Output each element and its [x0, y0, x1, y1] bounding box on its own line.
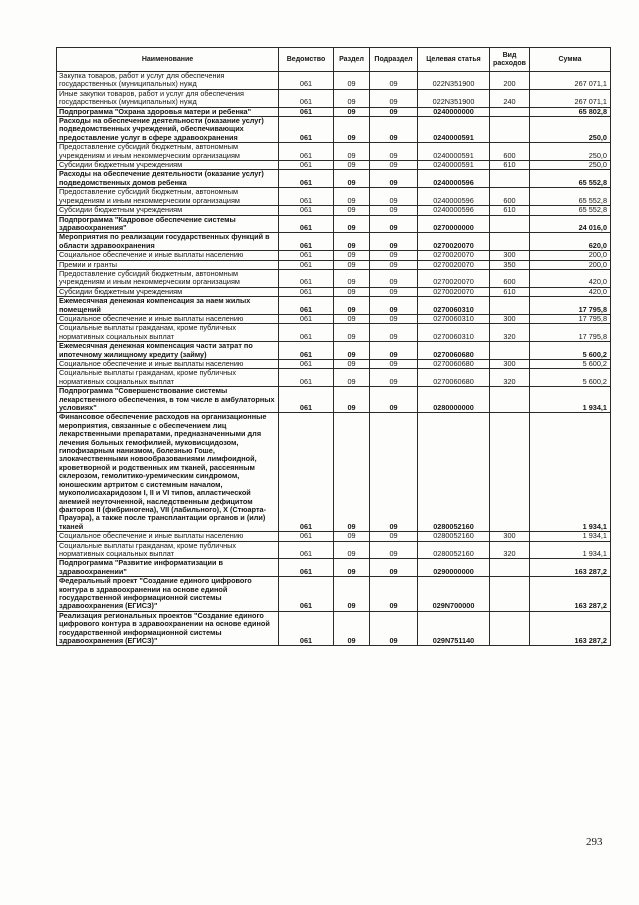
cell-name: Федеральный проект "Создание единого цифрового контура в здравоохранении на основе единой государственной информационной системы здравоохранения (ЕГИСЗ)" [57, 577, 279, 612]
cell-name: Подпрограмма "Кадровое обеспечение системы здравоохранения" [57, 215, 279, 233]
cell-celevaya: 0280052160 [418, 532, 490, 541]
cell-summa: 267 071,1 [530, 72, 611, 90]
cell-razdel: 09 [334, 215, 370, 233]
cell-celevaya: 0270020070 [418, 233, 490, 251]
cell-celevaya: 0270020070 [418, 251, 490, 260]
table-row [57, 117, 611, 143]
cell-summa: 250,0 [530, 161, 611, 170]
cell-ved: 061 [279, 287, 334, 296]
header-ved: Ведомство [279, 48, 334, 72]
header-razdel: Раздел [334, 48, 370, 72]
cell-name: Мероприятия по реализации государственных функций в области здравоохранения [57, 233, 279, 251]
cell-summa: 267 071,1 [530, 89, 611, 107]
table-row [57, 251, 611, 260]
cell-razdel: 09 [334, 107, 370, 116]
cell-razdel: 09 [334, 324, 370, 342]
cell-vid [490, 342, 530, 360]
cell-razdel: 09 [334, 611, 370, 646]
header-name: Наименование [57, 48, 279, 72]
cell-celevaya: 0270060680 [418, 360, 490, 369]
cell-celevaya: 0270000000 [418, 215, 490, 233]
cell-vid: 300 [490, 360, 530, 369]
cell-razdel: 09 [334, 233, 370, 251]
cell-ved: 061 [279, 369, 334, 387]
cell-name: Иные закупки товаров, работ и услуг для обеспечения государственных (муниципальных) нужд [57, 89, 279, 107]
table-row [57, 260, 611, 269]
cell-razdel: 09 [334, 342, 370, 360]
cell-celevaya: 029N700000 [418, 577, 490, 612]
cell-podrazdel: 09 [370, 206, 418, 215]
cell-vid [490, 387, 530, 413]
cell-vid: 300 [490, 251, 530, 260]
cell-celevaya: 0240000000 [418, 107, 490, 116]
cell-podrazdel: 09 [370, 314, 418, 323]
cell-ved: 061 [279, 387, 334, 413]
cell-vid [490, 297, 530, 315]
table-row [57, 297, 611, 315]
cell-celevaya: 0270020070 [418, 287, 490, 296]
cell-ved: 061 [279, 611, 334, 646]
cell-summa: 163 287,2 [530, 559, 611, 577]
cell-name: Закупка товаров, работ и услуг для обеспечения государственных (муниципальных) нужд [57, 72, 279, 90]
cell-ved: 061 [279, 233, 334, 251]
cell-podrazdel: 09 [370, 577, 418, 612]
table-row [57, 143, 611, 161]
table-body [57, 72, 611, 646]
cell-vid: 600 [490, 269, 530, 287]
cell-vid: 610 [490, 161, 530, 170]
cell-podrazdel: 09 [370, 559, 418, 577]
cell-ved: 061 [279, 260, 334, 269]
cell-razdel: 09 [334, 188, 370, 206]
table-row [57, 559, 611, 577]
cell-celevaya: 0270060310 [418, 314, 490, 323]
cell-razdel: 09 [334, 541, 370, 559]
cell-celevaya: 029N751140 [418, 611, 490, 646]
cell-razdel: 09 [334, 161, 370, 170]
table-row [57, 161, 611, 170]
cell-podrazdel: 09 [370, 360, 418, 369]
cell-razdel: 09 [334, 117, 370, 143]
cell-razdel: 09 [334, 89, 370, 107]
cell-name: Расходы на обеспечение деятельности (оказание услуг) подведомственных учреждений, обеспечивающих предоставление услуг в сфере здравоохранения [57, 117, 279, 143]
cell-ved: 061 [279, 89, 334, 107]
cell-podrazdel: 09 [370, 143, 418, 161]
cell-vid: 600 [490, 188, 530, 206]
cell-name: Премии и гранты [57, 260, 279, 269]
cell-podrazdel: 09 [370, 161, 418, 170]
cell-summa: 5 600,2 [530, 342, 611, 360]
cell-summa: 5 600,2 [530, 360, 611, 369]
cell-ved: 061 [279, 161, 334, 170]
header-podrazdel: Подраздел [370, 48, 418, 72]
cell-name: Предоставление субсидий бюджетным, автономным учреждениям и иным некоммерческим организациям [57, 269, 279, 287]
table-row [57, 413, 611, 532]
cell-name: Субсидии бюджетным учреждениям [57, 287, 279, 296]
cell-vid [490, 611, 530, 646]
cell-razdel: 09 [334, 369, 370, 387]
cell-celevaya: 0240000596 [418, 188, 490, 206]
table-row [57, 369, 611, 387]
cell-ved: 061 [279, 170, 334, 188]
table-row [57, 269, 611, 287]
cell-vid [490, 577, 530, 612]
cell-vid [490, 170, 530, 188]
cell-podrazdel: 09 [370, 287, 418, 296]
cell-razdel: 09 [334, 413, 370, 532]
header-vid: Вид расходов [490, 48, 530, 72]
cell-podrazdel: 09 [370, 387, 418, 413]
cell-vid: 300 [490, 314, 530, 323]
cell-name: Финансовое обеспечение расходов на организационные мероприятия, связанные с обеспечением лиц лекарственными препаратами, предназначенными для лечения больных гемофилией, муковисцидозом, гипофизарным нанизмом, болезнью Гоше, злокачественными новообразованиями лимфоидной, кроветворной и родственных им тканей, рассеянным склерозом, гемолитико-уремическим синдромом, юношеским артритом с системным началом, мукополисахаридозом I, II и VI типов, апластической анемией неуточненной, наследственным дефицитом факторов II (фибриногена), VII (лабильного), X (Стюарта-Прауэра), а также после трансплантации органов и (или) тканей [57, 413, 279, 532]
cell-celevaya: 0240000591 [418, 143, 490, 161]
cell-vid: 300 [490, 532, 530, 541]
cell-razdel: 09 [334, 269, 370, 287]
table-row [57, 206, 611, 215]
cell-ved: 061 [279, 541, 334, 559]
cell-name: Расходы на обеспечение деятельности (оказание услуг) подведомственных домов ребенка [57, 170, 279, 188]
header-celevaya: Целевая статья [418, 48, 490, 72]
cell-vid: 240 [490, 89, 530, 107]
cell-ved: 061 [279, 72, 334, 90]
cell-vid [490, 117, 530, 143]
cell-summa: 250,0 [530, 117, 611, 143]
table-row [57, 188, 611, 206]
cell-ved: 061 [279, 559, 334, 577]
cell-summa: 1 934,1 [530, 532, 611, 541]
cell-podrazdel: 09 [370, 324, 418, 342]
cell-vid: 200 [490, 72, 530, 90]
cell-name: Предоставление субсидий бюджетным, автономным учреждениям и иным некоммерческим организациям [57, 143, 279, 161]
cell-vid [490, 559, 530, 577]
cell-ved: 061 [279, 532, 334, 541]
cell-summa: 200,0 [530, 251, 611, 260]
cell-summa: 620,0 [530, 233, 611, 251]
cell-razdel: 09 [334, 170, 370, 188]
cell-name: Социальные выплаты гражданам, кроме публичных нормативных социальных выплат [57, 369, 279, 387]
cell-podrazdel: 09 [370, 532, 418, 541]
cell-ved: 061 [279, 324, 334, 342]
page-number: 293 [586, 836, 603, 848]
cell-ved: 061 [279, 215, 334, 233]
table-row [57, 107, 611, 116]
cell-vid [490, 215, 530, 233]
table-row [57, 287, 611, 296]
cell-razdel: 09 [334, 532, 370, 541]
cell-name: Социальное обеспечение и иные выплаты населению [57, 251, 279, 260]
cell-podrazdel: 09 [370, 297, 418, 315]
cell-ved: 061 [279, 577, 334, 612]
cell-celevaya: 0280052160 [418, 541, 490, 559]
cell-razdel: 09 [334, 260, 370, 269]
cell-podrazdel: 09 [370, 260, 418, 269]
cell-razdel: 09 [334, 559, 370, 577]
cell-ved: 061 [279, 188, 334, 206]
cell-vid: 610 [490, 287, 530, 296]
cell-podrazdel: 09 [370, 72, 418, 90]
cell-celevaya: 0280000000 [418, 387, 490, 413]
table-row [57, 72, 611, 90]
cell-celevaya: 0270060680 [418, 342, 490, 360]
cell-summa: 65 552,8 [530, 170, 611, 188]
cell-name: Социальные выплаты гражданам, кроме публичных нормативных социальных выплат [57, 541, 279, 559]
cell-razdel: 09 [334, 360, 370, 369]
cell-podrazdel: 09 [370, 369, 418, 387]
table-row [57, 215, 611, 233]
cell-name: Ежемесячная денежная компенсация за наем жилых помещений [57, 297, 279, 315]
table-row [57, 387, 611, 413]
cell-name: Социальное обеспечение и иные выплаты населению [57, 314, 279, 323]
cell-razdel: 09 [334, 251, 370, 260]
cell-celevaya: 0270020070 [418, 269, 490, 287]
cell-celevaya: 0280052160 [418, 413, 490, 532]
cell-razdel: 09 [334, 143, 370, 161]
table-row [57, 324, 611, 342]
cell-name: Социальное обеспечение и иные выплаты населению [57, 532, 279, 541]
cell-vid: 350 [490, 260, 530, 269]
cell-summa: 420,0 [530, 269, 611, 287]
cell-podrazdel: 09 [370, 342, 418, 360]
cell-razdel: 09 [334, 206, 370, 215]
cell-vid: 610 [490, 206, 530, 215]
cell-celevaya: 0240000591 [418, 117, 490, 143]
cell-name: Ежемесячная денежная компенсация части затрат по ипотечному жилищному кредиту (займу) [57, 342, 279, 360]
cell-vid [490, 107, 530, 116]
cell-summa: 163 287,2 [530, 611, 611, 646]
cell-podrazdel: 09 [370, 233, 418, 251]
table-header-row [57, 48, 611, 72]
table-row [57, 170, 611, 188]
cell-name: Подпрограмма "Охрана здоровья матери и ребенка" [57, 107, 279, 116]
cell-celevaya: 022N351900 [418, 89, 490, 107]
cell-podrazdel: 09 [370, 251, 418, 260]
cell-summa: 17 795,8 [530, 314, 611, 323]
cell-celevaya: 0240000596 [418, 170, 490, 188]
cell-name: Социальное обеспечение и иные выплаты населению [57, 360, 279, 369]
cell-vid: 320 [490, 324, 530, 342]
cell-vid: 320 [490, 369, 530, 387]
cell-celevaya: 0270060680 [418, 369, 490, 387]
cell-ved: 061 [279, 413, 334, 532]
cell-vid: 600 [490, 143, 530, 161]
cell-podrazdel: 09 [370, 541, 418, 559]
cell-celevaya: 0270060310 [418, 297, 490, 315]
cell-podrazdel: 09 [370, 89, 418, 107]
cell-podrazdel: 09 [370, 413, 418, 532]
cell-celevaya: 0290000000 [418, 559, 490, 577]
cell-summa: 1 934,1 [530, 413, 611, 532]
cell-summa: 1 934,1 [530, 387, 611, 413]
cell-celevaya: 0240000596 [418, 206, 490, 215]
table-row [57, 360, 611, 369]
table-row [57, 342, 611, 360]
cell-celevaya: 022N351900 [418, 72, 490, 90]
cell-summa: 17 795,8 [530, 297, 611, 315]
cell-summa: 65 802,8 [530, 107, 611, 116]
cell-vid [490, 233, 530, 251]
cell-summa: 1 934,1 [530, 541, 611, 559]
table-row [57, 89, 611, 107]
cell-ved: 061 [279, 342, 334, 360]
cell-razdel: 09 [334, 287, 370, 296]
cell-name: Предоставление субсидий бюджетным, автономным учреждениям и иным некоммерческим организациям [57, 188, 279, 206]
cell-podrazdel: 09 [370, 188, 418, 206]
cell-summa: 5 600,2 [530, 369, 611, 387]
table-row [57, 233, 611, 251]
table-row [57, 314, 611, 323]
cell-ved: 061 [279, 269, 334, 287]
cell-name: Субсидии бюджетным учреждениям [57, 206, 279, 215]
cell-ved: 061 [279, 297, 334, 315]
cell-razdel: 09 [334, 297, 370, 315]
cell-razdel: 09 [334, 72, 370, 90]
cell-podrazdel: 09 [370, 611, 418, 646]
cell-razdel: 09 [334, 387, 370, 413]
cell-razdel: 09 [334, 577, 370, 612]
cell-summa: 250,0 [530, 143, 611, 161]
header-summa: Сумма [530, 48, 611, 72]
budget-sheet [56, 47, 611, 646]
cell-summa: 65 552,8 [530, 206, 611, 215]
cell-podrazdel: 09 [370, 215, 418, 233]
cell-summa: 420,0 [530, 287, 611, 296]
cell-name: Подпрограмма "Совершенствование системы лекарственного обеспечения, в том числе в амбулаторных условиях" [57, 387, 279, 413]
cell-name: Социальные выплаты гражданам, кроме публичных нормативных социальных выплат [57, 324, 279, 342]
table-row [57, 611, 611, 646]
cell-celevaya: 0240000591 [418, 161, 490, 170]
cell-vid [490, 413, 530, 532]
cell-ved: 061 [279, 251, 334, 260]
cell-name: Подпрограмма "Развитие информатизации в здравоохранении" [57, 559, 279, 577]
cell-celevaya: 0270020070 [418, 260, 490, 269]
table-row [57, 541, 611, 559]
cell-summa: 163 287,2 [530, 577, 611, 612]
cell-ved: 061 [279, 314, 334, 323]
cell-summa: 17 795,8 [530, 324, 611, 342]
cell-vid: 320 [490, 541, 530, 559]
cell-summa: 24 016,0 [530, 215, 611, 233]
cell-summa: 200,0 [530, 260, 611, 269]
cell-razdel: 09 [334, 314, 370, 323]
cell-celevaya: 0270060310 [418, 324, 490, 342]
budget-table [56, 47, 611, 646]
cell-podrazdel: 09 [370, 117, 418, 143]
cell-podrazdel: 09 [370, 107, 418, 116]
cell-ved: 061 [279, 360, 334, 369]
cell-podrazdel: 09 [370, 269, 418, 287]
cell-ved: 061 [279, 117, 334, 143]
table-row [57, 577, 611, 612]
cell-name: Реализация региональных проектов "Создание единого цифрового контура в здравоохранении на основе единой государственной информационной системы здравоохранения (ЕГИСЗ)" [57, 611, 279, 646]
cell-ved: 061 [279, 206, 334, 215]
table-row [57, 532, 611, 541]
cell-ved: 061 [279, 143, 334, 161]
cell-name: Субсидии бюджетным учреждениям [57, 161, 279, 170]
cell-ved: 061 [279, 107, 334, 116]
cell-summa: 65 552,8 [530, 188, 611, 206]
cell-podrazdel: 09 [370, 170, 418, 188]
